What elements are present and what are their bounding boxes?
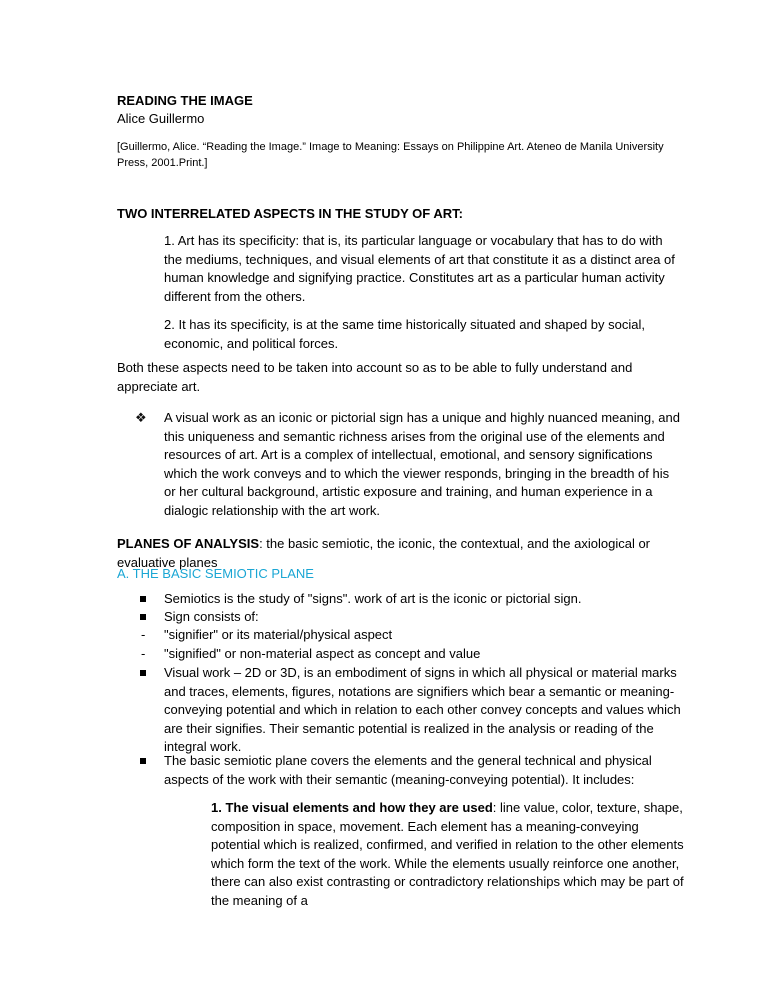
sign-part-signifier: "signifier" or its material/physical aspect [164,627,393,642]
semiotic-bullet-4: The basic semiotic plane covers the elements and the general technical and physical aspects of the work with their semantic (meaning-conveying potential). It includes: [164,753,652,787]
semiotic-bullet-2: Sign consists of: [164,609,259,624]
section-heading-aspects: TWO INTERRELATED ASPECTS IN THE STUDY OF ART: [117,206,463,221]
aspect-item-2: 2. It has its specificity, is at the same time historically situated and shaped by social, economic, and political forces. [164,317,645,351]
semiotic-bullet-3: Visual work – 2D or 3D, is an embodiment of signs in which all physical or material marks and traces, elements, figures, notations are signifiers which bear a semantic or meaning-conveying potential and which in relation to each other convey concepts and values which are their signifies. Their semantic potential is realized in the analysis or reading of the integral work. [164,665,681,754]
planes-label: PLANES OF ANALYSIS [117,536,260,551]
square-bullet-icon [140,670,146,676]
visual-elements-paragraph [211,799,686,910]
square-bullet-icon [140,758,146,764]
semiotic-bullet-1: Semiotics is the study of "signs". work of art is the iconic or pictorial sign. [164,591,582,606]
citation: [Guillermo, Alice. “Reading the Image.” Image to Meaning: Essays on Philippine Art. Ateneo de Manila University Press, 2001.Print.] [117,141,664,169]
planes-text: : the basic semiotic, the iconic, the contextual, and the axiological or evaluative planes [117,536,651,570]
dash-bullet: - [141,646,146,661]
diamond-bullet-icon: ❖ [135,410,147,425]
aspect-item-1: 1. Art has its specificity: that is, its particular language or vocabulary that has to do with the mediums, techniques, and visual elements of art that constitute it as a distinct area of human knowledge and signifying practice. Constitutes art as a particular human activity different from the others. [164,233,675,304]
square-bullet-icon [140,596,146,602]
visual-elements-text: : line value, color, texture, shape, composition in space, movement. Each element has a meaning-conveying potential which is realized, confirmed, and verified in relation to the other elements which form the text of the work. While the elements usually reinforce one another, there can also exist contrasting or contradictory relationships which may be part of the meaning of a [211,800,684,908]
dash-bullet: - [141,627,146,642]
aspects-summary: Both these aspects need to be taken into account so as to be able to fully understand and appreciate art. [117,360,633,394]
document-title: READING THE IMAGE [117,93,253,108]
square-bullet-icon [140,614,146,620]
document-author: Alice Guillermo [117,111,205,126]
visual-elements-label: 1. The visual elements and how they are used [211,800,493,815]
visual-work-paragraph: A visual work as an iconic or pictorial sign has a unique and highly nuanced meaning, and this uniqueness and semantic richness arises from the original use of the elements and resources of art. Art is a complex of intellectual, emotional, and sensory significations which the work conveys and to which the viewer responds, bringing in the breadth of his or her cultural background, artistic exposure and training, and human experience in a dialogic relationship with the art work. [164,410,680,518]
sign-part-signified: "signified" or non-material aspect as concept and value [164,646,481,661]
section-heading-semiotic: A. THE BASIC SEMIOTIC PLANE [117,566,314,581]
